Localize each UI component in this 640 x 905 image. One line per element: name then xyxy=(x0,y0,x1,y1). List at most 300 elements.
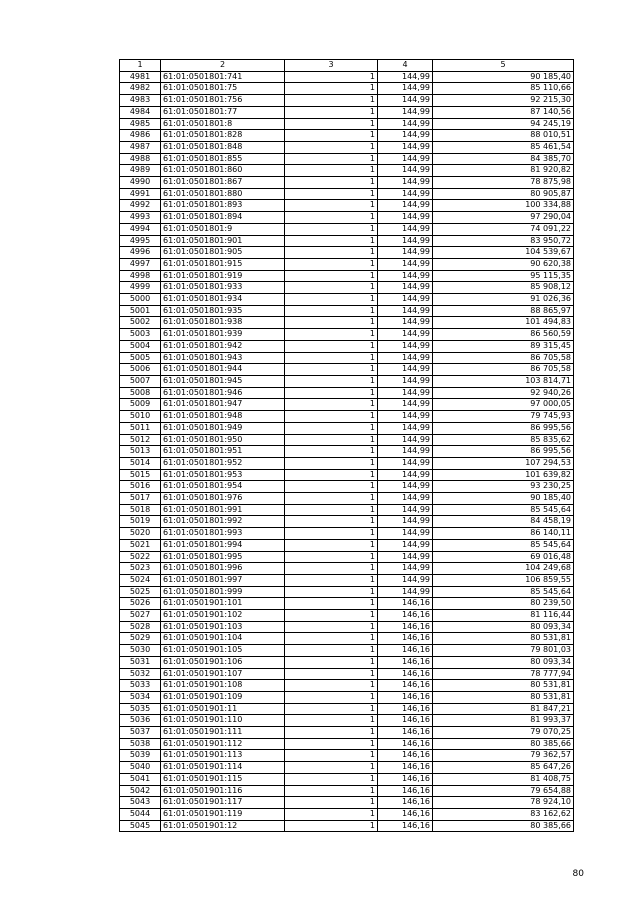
rate-cell: 144,99 xyxy=(378,247,433,259)
row-index-cell: 5030 xyxy=(120,645,161,657)
amount-cell: 80 093,34 xyxy=(433,656,574,668)
cadastral-number-cell: 61:01:0501901:115 xyxy=(161,773,285,785)
table-row xyxy=(120,504,574,516)
row-index-cell: 4993 xyxy=(120,212,161,224)
count-cell: 1 xyxy=(285,130,378,142)
count-cell: 1 xyxy=(285,668,378,680)
rate-cell: 144,99 xyxy=(378,95,433,107)
rate-cell: 144,99 xyxy=(378,469,433,481)
amount-cell: 85 461,54 xyxy=(433,141,574,153)
amount-cell: 88 010,51 xyxy=(433,130,574,142)
rate-cell: 144,99 xyxy=(378,563,433,575)
rate-cell: 146,16 xyxy=(378,691,433,703)
data-table xyxy=(119,59,574,832)
row-index-cell: 5031 xyxy=(120,656,161,668)
cadastral-number-cell: 61:01:0501801:996 xyxy=(161,563,285,575)
table-row xyxy=(120,727,574,739)
cadastral-number-cell: 61:01:0501801:938 xyxy=(161,317,285,329)
count-cell: 1 xyxy=(285,621,378,633)
cadastral-number-cell: 61:01:0501801:997 xyxy=(161,574,285,586)
count-cell: 1 xyxy=(285,106,378,118)
cadastral-number-cell: 61:01:0501901:116 xyxy=(161,785,285,797)
count-cell: 1 xyxy=(285,434,378,446)
cadastral-number-cell: 61:01:0501901:111 xyxy=(161,727,285,739)
count-cell: 1 xyxy=(285,493,378,505)
amount-cell: 107 294,53 xyxy=(433,457,574,469)
rate-cell: 144,99 xyxy=(378,457,433,469)
row-index-cell: 5004 xyxy=(120,340,161,352)
count-cell: 1 xyxy=(285,457,378,469)
count-cell: 1 xyxy=(285,598,378,610)
count-cell: 1 xyxy=(285,411,378,423)
cadastral-number-cell: 61:01:0501801:994 xyxy=(161,539,285,551)
table-row xyxy=(120,528,574,540)
count-cell: 1 xyxy=(285,762,378,774)
count-cell: 1 xyxy=(285,387,378,399)
row-index-cell: 5012 xyxy=(120,434,161,446)
count-cell: 1 xyxy=(285,446,378,458)
amount-cell: 86 705,58 xyxy=(433,352,574,364)
cadastral-number-cell: 61:01:0501801:944 xyxy=(161,364,285,376)
row-index-cell: 4991 xyxy=(120,188,161,200)
table-row xyxy=(120,446,574,458)
amount-cell: 92 215,30 xyxy=(433,95,574,107)
amount-cell: 86 995,56 xyxy=(433,422,574,434)
row-index-cell: 4996 xyxy=(120,247,161,259)
row-index-cell: 4999 xyxy=(120,282,161,294)
row-index-cell: 5027 xyxy=(120,610,161,622)
cadastral-number-cell: 61:01:0501801:947 xyxy=(161,399,285,411)
amount-cell: 97 000,05 xyxy=(433,399,574,411)
cadastral-number-cell: 61:01:0501801:948 xyxy=(161,411,285,423)
amount-cell: 69 016,48 xyxy=(433,551,574,563)
count-cell: 1 xyxy=(285,633,378,645)
cadastral-number-cell: 61:01:0501901:104 xyxy=(161,633,285,645)
cadastral-number-cell: 61:01:0501801:953 xyxy=(161,469,285,481)
cadastral-number-cell: 61:01:0501801:893 xyxy=(161,200,285,212)
rate-cell: 144,99 xyxy=(378,329,433,341)
amount-cell: 81 847,21 xyxy=(433,703,574,715)
count-cell: 1 xyxy=(285,785,378,797)
table-row xyxy=(120,574,574,586)
amount-cell: 86 705,58 xyxy=(433,364,574,376)
count-cell: 1 xyxy=(285,141,378,153)
rate-cell: 144,99 xyxy=(378,188,433,200)
amount-cell: 80 385,66 xyxy=(433,820,574,832)
rate-cell: 144,99 xyxy=(378,364,433,376)
count-cell: 1 xyxy=(285,422,378,434)
rate-cell: 144,99 xyxy=(378,516,433,528)
row-index-cell: 5005 xyxy=(120,352,161,364)
amount-cell: 101 639,82 xyxy=(433,469,574,481)
row-index-cell: 5003 xyxy=(120,329,161,341)
table-row xyxy=(120,703,574,715)
rate-cell: 144,99 xyxy=(378,305,433,317)
count-cell: 1 xyxy=(285,481,378,493)
row-index-cell: 4988 xyxy=(120,153,161,165)
row-index-cell: 5010 xyxy=(120,411,161,423)
table-row xyxy=(120,235,574,247)
table-row xyxy=(120,645,574,657)
table-row xyxy=(120,118,574,130)
count-cell: 1 xyxy=(285,118,378,130)
table-row xyxy=(120,586,574,598)
table-row xyxy=(120,551,574,563)
rate-cell: 144,99 xyxy=(378,411,433,423)
row-index-cell: 5017 xyxy=(120,493,161,505)
cadastral-number-cell: 61:01:0501801:9 xyxy=(161,223,285,235)
count-cell: 1 xyxy=(285,258,378,270)
amount-cell: 104 249,68 xyxy=(433,563,574,575)
count-cell: 1 xyxy=(285,797,378,809)
table-row xyxy=(120,200,574,212)
table-row xyxy=(120,106,574,118)
row-index-cell: 5022 xyxy=(120,551,161,563)
cadastral-number-cell: 61:01:0501801:992 xyxy=(161,516,285,528)
count-cell: 1 xyxy=(285,317,378,329)
cadastral-number-cell: 61:01:0501801:880 xyxy=(161,188,285,200)
rate-cell: 144,99 xyxy=(378,83,433,95)
amount-cell: 81 116,44 xyxy=(433,610,574,622)
rate-cell: 146,16 xyxy=(378,680,433,692)
row-index-cell: 5035 xyxy=(120,703,161,715)
rate-cell: 146,16 xyxy=(378,633,433,645)
row-index-cell: 5029 xyxy=(120,633,161,645)
count-cell: 1 xyxy=(285,364,378,376)
amount-cell: 86 995,56 xyxy=(433,446,574,458)
rate-cell: 146,16 xyxy=(378,645,433,657)
count-cell: 1 xyxy=(285,340,378,352)
column-header-4: 4 xyxy=(378,60,433,72)
row-index-cell: 5018 xyxy=(120,504,161,516)
rate-cell: 144,99 xyxy=(378,141,433,153)
table-row xyxy=(120,797,574,809)
rate-cell: 144,99 xyxy=(378,106,433,118)
count-cell: 1 xyxy=(285,727,378,739)
rate-cell: 144,99 xyxy=(378,434,433,446)
rate-cell: 146,16 xyxy=(378,762,433,774)
cadastral-number-cell: 61:01:0501801:77 xyxy=(161,106,285,118)
table-row xyxy=(120,95,574,107)
row-index-cell: 5033 xyxy=(120,680,161,692)
cadastral-number-cell: 61:01:0501801:951 xyxy=(161,446,285,458)
cadastral-number-cell: 61:01:0501801:995 xyxy=(161,551,285,563)
table-row xyxy=(120,247,574,259)
table-body xyxy=(120,71,574,832)
row-index-cell: 4992 xyxy=(120,200,161,212)
row-index-cell: 4998 xyxy=(120,270,161,282)
count-cell: 1 xyxy=(285,773,378,785)
row-index-cell: 5008 xyxy=(120,387,161,399)
table-row xyxy=(120,212,574,224)
table-row xyxy=(120,399,574,411)
table-row xyxy=(120,329,574,341)
amount-cell: 85 545,64 xyxy=(433,539,574,551)
count-cell: 1 xyxy=(285,680,378,692)
amount-cell: 93 230,25 xyxy=(433,481,574,493)
rate-cell: 144,99 xyxy=(378,481,433,493)
rate-cell: 144,99 xyxy=(378,165,433,177)
cadastral-number-cell: 61:01:0501801:950 xyxy=(161,434,285,446)
cadastral-number-cell: 61:01:0501901:113 xyxy=(161,750,285,762)
row-index-cell: 4990 xyxy=(120,177,161,189)
cadastral-number-cell: 61:01:0501901:101 xyxy=(161,598,285,610)
table-row xyxy=(120,83,574,95)
count-cell: 1 xyxy=(285,200,378,212)
rate-cell: 144,99 xyxy=(378,177,433,189)
table-row xyxy=(120,141,574,153)
table-row xyxy=(120,294,574,306)
table-row xyxy=(120,364,574,376)
column-header-3: 3 xyxy=(285,60,378,72)
row-index-cell: 5042 xyxy=(120,785,161,797)
row-index-cell: 5038 xyxy=(120,738,161,750)
rate-cell: 144,99 xyxy=(378,317,433,329)
header-row xyxy=(120,60,574,72)
amount-cell: 80 905,87 xyxy=(433,188,574,200)
table-row xyxy=(120,750,574,762)
rate-cell: 146,16 xyxy=(378,820,433,832)
table-row xyxy=(120,422,574,434)
count-cell: 1 xyxy=(285,71,378,83)
row-index-cell: 5020 xyxy=(120,528,161,540)
count-cell: 1 xyxy=(285,809,378,821)
table-row xyxy=(120,715,574,727)
rate-cell: 144,99 xyxy=(378,118,433,130)
count-cell: 1 xyxy=(285,691,378,703)
table-row xyxy=(120,434,574,446)
count-cell: 1 xyxy=(285,528,378,540)
table-row xyxy=(120,317,574,329)
count-cell: 1 xyxy=(285,188,378,200)
table-row xyxy=(120,340,574,352)
table-row xyxy=(120,223,574,235)
column-header-1: 1 xyxy=(120,60,161,72)
count-cell: 1 xyxy=(285,83,378,95)
amount-cell: 90 620,38 xyxy=(433,258,574,270)
row-index-cell: 4982 xyxy=(120,83,161,95)
amount-cell: 97 290,04 xyxy=(433,212,574,224)
cadastral-number-cell: 61:01:0501901:107 xyxy=(161,668,285,680)
table-row xyxy=(120,71,574,83)
table-row xyxy=(120,165,574,177)
count-cell: 1 xyxy=(285,551,378,563)
rate-cell: 146,16 xyxy=(378,797,433,809)
row-index-cell: 4989 xyxy=(120,165,161,177)
table-row xyxy=(120,773,574,785)
table-row xyxy=(120,539,574,551)
rate-cell: 144,99 xyxy=(378,235,433,247)
table-row xyxy=(120,598,574,610)
table-row xyxy=(120,352,574,364)
row-index-cell: 5039 xyxy=(120,750,161,762)
amount-cell: 90 185,40 xyxy=(433,493,574,505)
row-index-cell: 4984 xyxy=(120,106,161,118)
amount-cell: 80 531,81 xyxy=(433,633,574,645)
rate-cell: 144,99 xyxy=(378,352,433,364)
amount-cell: 84 458,19 xyxy=(433,516,574,528)
cadastral-number-cell: 61:01:0501801:939 xyxy=(161,329,285,341)
amount-cell: 91 026,36 xyxy=(433,294,574,306)
row-index-cell: 5043 xyxy=(120,797,161,809)
cadastral-number-cell: 61:01:0501801:855 xyxy=(161,153,285,165)
cadastral-number-cell: 61:01:0501801:848 xyxy=(161,141,285,153)
cadastral-number-cell: 61:01:0501801:943 xyxy=(161,352,285,364)
table-row xyxy=(120,563,574,575)
row-index-cell: 4981 xyxy=(120,71,161,83)
count-cell: 1 xyxy=(285,586,378,598)
row-index-cell: 5000 xyxy=(120,294,161,306)
count-cell: 1 xyxy=(285,610,378,622)
table-row xyxy=(120,785,574,797)
amount-cell: 78 924,10 xyxy=(433,797,574,809)
cadastral-number-cell: 61:01:0501801:934 xyxy=(161,294,285,306)
amount-cell: 87 140,56 xyxy=(433,106,574,118)
amount-cell: 85 545,64 xyxy=(433,586,574,598)
cadastral-number-cell: 61:01:0501901:11 xyxy=(161,703,285,715)
count-cell: 1 xyxy=(285,469,378,481)
amount-cell: 83 950,72 xyxy=(433,235,574,247)
amount-cell: 80 531,81 xyxy=(433,680,574,692)
table-row xyxy=(120,270,574,282)
rate-cell: 144,99 xyxy=(378,422,433,434)
amount-cell: 83 162,62 xyxy=(433,809,574,821)
count-cell: 1 xyxy=(285,539,378,551)
table-row xyxy=(120,411,574,423)
rate-cell: 146,16 xyxy=(378,610,433,622)
cadastral-number-cell: 61:01:0501801:954 xyxy=(161,481,285,493)
rate-cell: 146,16 xyxy=(378,809,433,821)
rate-cell: 144,99 xyxy=(378,539,433,551)
rate-cell: 144,99 xyxy=(378,528,433,540)
cadastral-number-cell: 61:01:0501901:109 xyxy=(161,691,285,703)
count-cell: 1 xyxy=(285,294,378,306)
count-cell: 1 xyxy=(285,95,378,107)
rate-cell: 146,16 xyxy=(378,750,433,762)
row-index-cell: 5026 xyxy=(120,598,161,610)
table-row xyxy=(120,621,574,633)
cadastral-number-cell: 61:01:0501901:12 xyxy=(161,820,285,832)
rate-cell: 144,99 xyxy=(378,375,433,387)
count-cell: 1 xyxy=(285,212,378,224)
rate-cell: 144,99 xyxy=(378,493,433,505)
rate-cell: 144,99 xyxy=(378,340,433,352)
table-row xyxy=(120,610,574,622)
rate-cell: 146,16 xyxy=(378,598,433,610)
count-cell: 1 xyxy=(285,574,378,586)
amount-cell: 79 801,03 xyxy=(433,645,574,657)
cadastral-number-cell: 61:01:0501901:105 xyxy=(161,645,285,657)
count-cell: 1 xyxy=(285,165,378,177)
amount-cell: 79 070,25 xyxy=(433,727,574,739)
amount-cell: 79 362,57 xyxy=(433,750,574,762)
table-row xyxy=(120,680,574,692)
cadastral-number-cell: 61:01:0501901:112 xyxy=(161,738,285,750)
table-row xyxy=(120,469,574,481)
row-index-cell: 5002 xyxy=(120,317,161,329)
cadastral-number-cell: 61:01:0501901:110 xyxy=(161,715,285,727)
cadastral-number-cell: 61:01:0501901:108 xyxy=(161,680,285,692)
amount-cell: 84 385,70 xyxy=(433,153,574,165)
row-index-cell: 5013 xyxy=(120,446,161,458)
amount-cell: 80 093,34 xyxy=(433,621,574,633)
count-cell: 1 xyxy=(285,282,378,294)
cadastral-number-cell: 61:01:0501801:867 xyxy=(161,177,285,189)
count-cell: 1 xyxy=(285,153,378,165)
table-row xyxy=(120,738,574,750)
count-cell: 1 xyxy=(285,235,378,247)
amount-cell: 101 494,83 xyxy=(433,317,574,329)
row-index-cell: 5021 xyxy=(120,539,161,551)
cadastral-number-cell: 61:01:0501801:946 xyxy=(161,387,285,399)
count-cell: 1 xyxy=(285,399,378,411)
cadastral-number-cell: 61:01:0501801:901 xyxy=(161,235,285,247)
cadastral-number-cell: 61:01:0501801:894 xyxy=(161,212,285,224)
amount-cell: 85 110,66 xyxy=(433,83,574,95)
row-index-cell: 4986 xyxy=(120,130,161,142)
rate-cell: 144,99 xyxy=(378,387,433,399)
count-cell: 1 xyxy=(285,563,378,575)
amount-cell: 104 539,67 xyxy=(433,247,574,259)
rate-cell: 144,99 xyxy=(378,586,433,598)
table-row xyxy=(120,457,574,469)
cadastral-number-cell: 61:01:0501801:952 xyxy=(161,457,285,469)
count-cell: 1 xyxy=(285,177,378,189)
amount-cell: 81 920,82 xyxy=(433,165,574,177)
row-index-cell: 5032 xyxy=(120,668,161,680)
table-row xyxy=(120,305,574,317)
cadastral-number-cell: 61:01:0501801:860 xyxy=(161,165,285,177)
column-header-5: 5 xyxy=(433,60,574,72)
row-index-cell: 4995 xyxy=(120,235,161,247)
cadastral-number-cell: 61:01:0501801:933 xyxy=(161,282,285,294)
table-row xyxy=(120,481,574,493)
count-cell: 1 xyxy=(285,223,378,235)
cadastral-number-cell: 61:01:0501801:915 xyxy=(161,258,285,270)
cadastral-number-cell: 61:01:0501801:741 xyxy=(161,71,285,83)
row-index-cell: 4985 xyxy=(120,118,161,130)
table-row xyxy=(120,668,574,680)
row-index-cell: 5023 xyxy=(120,563,161,575)
amount-cell: 78 875,98 xyxy=(433,177,574,189)
rate-cell: 144,99 xyxy=(378,223,433,235)
row-index-cell: 5019 xyxy=(120,516,161,528)
amount-cell: 103 814,71 xyxy=(433,375,574,387)
table-row xyxy=(120,177,574,189)
rate-cell: 144,99 xyxy=(378,551,433,563)
cadastral-number-cell: 61:01:0501801:935 xyxy=(161,305,285,317)
rate-cell: 146,16 xyxy=(378,773,433,785)
table-row xyxy=(120,153,574,165)
cadastral-number-cell: 61:01:0501901:103 xyxy=(161,621,285,633)
count-cell: 1 xyxy=(285,820,378,832)
rate-cell: 146,16 xyxy=(378,738,433,750)
rate-cell: 144,99 xyxy=(378,294,433,306)
count-cell: 1 xyxy=(285,329,378,341)
count-cell: 1 xyxy=(285,305,378,317)
amount-cell: 79 745,93 xyxy=(433,411,574,423)
table-row xyxy=(120,188,574,200)
count-cell: 1 xyxy=(285,270,378,282)
cadastral-number-cell: 61:01:0501901:102 xyxy=(161,610,285,622)
amount-cell: 86 140,11 xyxy=(433,528,574,540)
rate-cell: 146,16 xyxy=(378,621,433,633)
rate-cell: 144,99 xyxy=(378,130,433,142)
row-index-cell: 4997 xyxy=(120,258,161,270)
count-cell: 1 xyxy=(285,715,378,727)
table-row xyxy=(120,762,574,774)
cadastral-number-cell: 61:01:0501901:106 xyxy=(161,656,285,668)
